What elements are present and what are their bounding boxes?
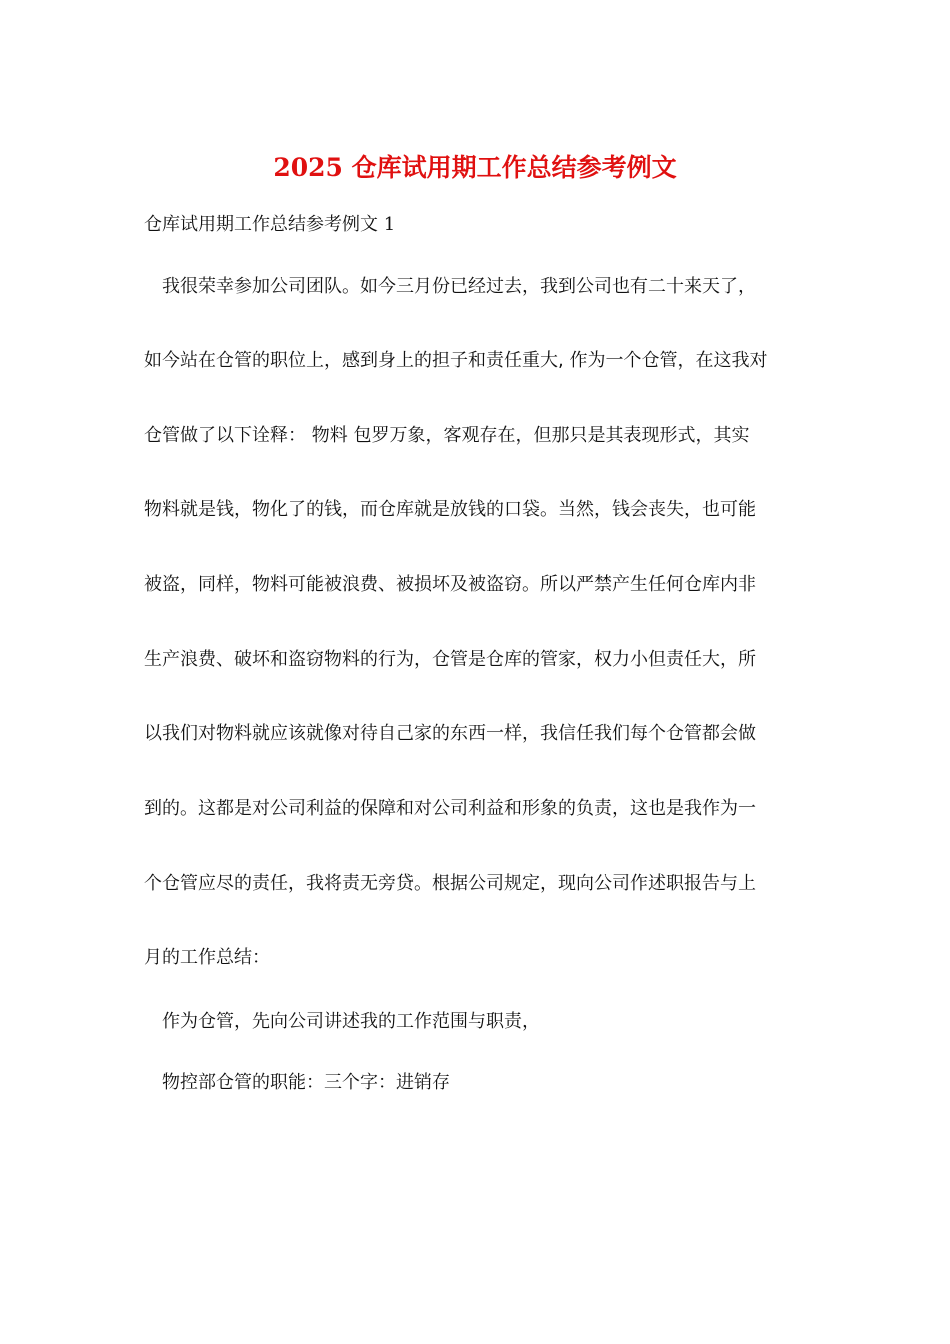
body-line-6: 生产浪费、破坏和盗窃物料的行为，仓管是仓库的管家，权力小但责任大，所	[144, 649, 756, 670]
paragraph-functions: 物控部仓管的职能：三个字：进销存	[162, 1072, 450, 1093]
body-line-3: 仓管做了以下诠释： 物料 包罗万象，客观存在，但那只是其表现形式，其实	[144, 425, 750, 446]
body-line-8: 到的。这都是对公司利益的保障和对公司利益和形象的负责，这也是我作为一	[144, 798, 756, 819]
body-line-7: 以我们对物料就应该就像对待自己家的东西一样，我信任我们每个仓管都会做	[144, 723, 756, 744]
body-line-9: 个仓管应尽的责任，我将责无旁贷。根据公司规定，现向公司作述职报告与上	[144, 873, 756, 894]
section-subheading	[144, 210, 395, 240]
body-line-1: 我很荣幸参加公司团队。如今三月份已经过去，我到公司也有二十来天了，	[162, 276, 756, 297]
body-line-5: 被盗，同样，物料可能被浪费、被损坏及被盗窃。所以严禁产生任何仓库内非	[144, 574, 756, 595]
body-line-4: 物料就是钱，物化了的钱，而仓库就是放钱的口袋。当然，钱会丧失，也可能	[144, 499, 756, 520]
body-line-10: 月的工作总结：	[144, 947, 270, 968]
body-line-2: 如今站在仓管的职位上，感到身上的担子和责任重大, 作为一个仓管，在这我对	[144, 350, 768, 371]
subheading-text: 仓库试用期工作总结参考例文	[144, 214, 378, 235]
subheading-number: 1	[383, 214, 396, 235]
document-title: 2025 仓库试用期工作总结参考例文	[273, 153, 677, 182]
paragraph-work-scope: 作为仓管，先向公司讲述我的工作范围与职责，	[162, 1011, 540, 1032]
